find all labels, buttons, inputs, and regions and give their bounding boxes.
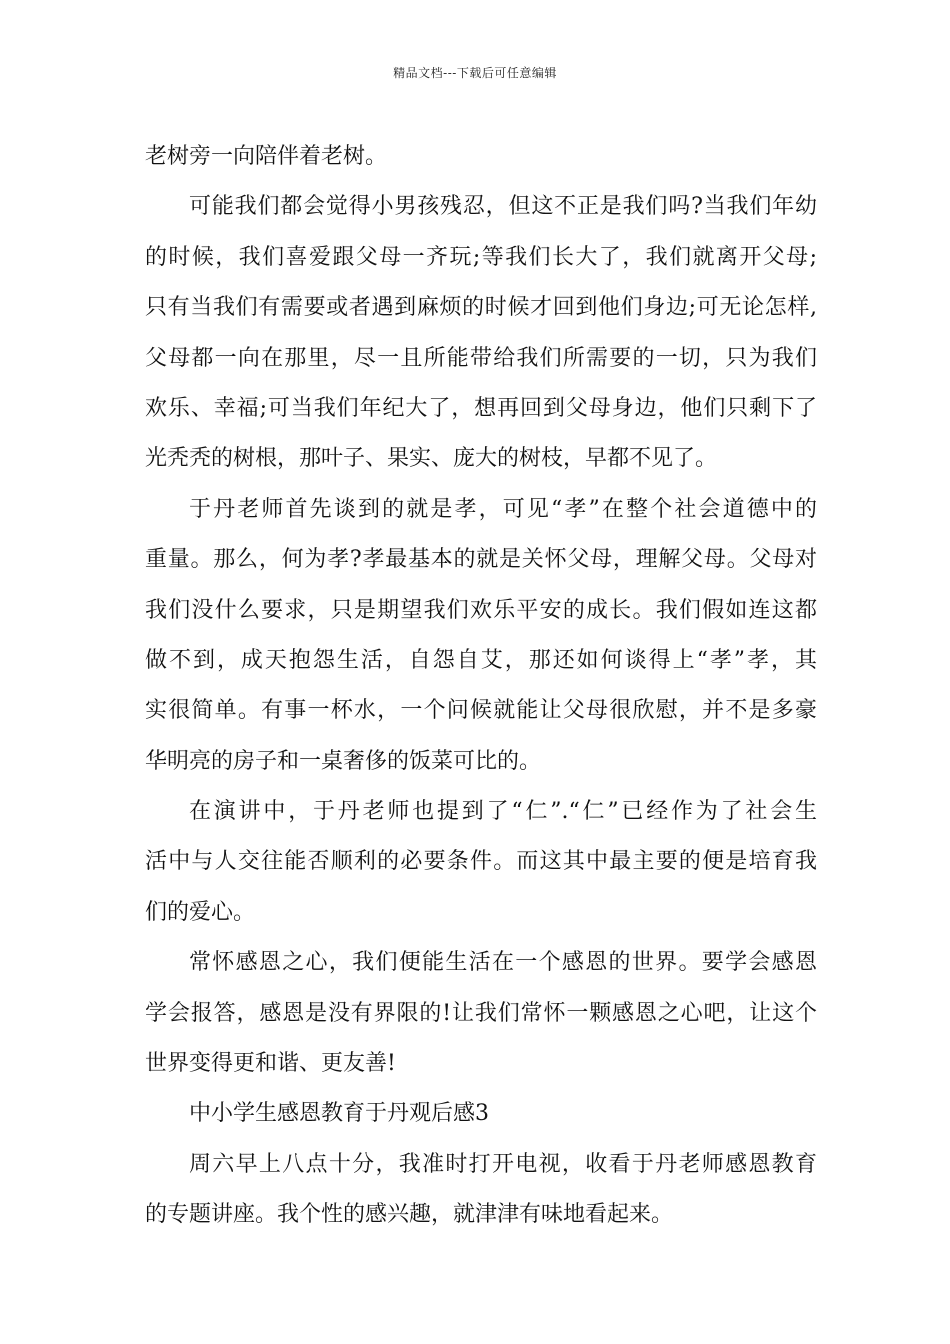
text-line: 华明亮的房子和一桌奢侈的饭菜可比的。 bbox=[145, 748, 542, 774]
text-line: 们的爱心。 bbox=[145, 899, 256, 925]
text-line: 重量。那么，何为孝?孝最基本的就是关怀父母，理解父母。父母对 bbox=[145, 547, 817, 573]
text-line: 光秃秃的树根，那叶子、果实、庞大的树枝，早都不见了。 bbox=[145, 446, 718, 472]
page-header: 精品文档---下载后可任意编辑 bbox=[393, 66, 557, 80]
text-line: 实很简单。有事一杯水，一个问候就能让父母很欣慰，并不是多豪 bbox=[145, 698, 817, 724]
text-line: 中小学生感恩教育于丹观后感3 bbox=[189, 1101, 489, 1127]
text-line: 只有当我们有需要或者遇到麻烦的时候才回到他们身边;可无论怎样, bbox=[145, 295, 817, 321]
text-line: 世界变得更和谐、更友善! bbox=[145, 1051, 396, 1077]
text-line: 活中与人交往能否顺利的必要条件。而这其中最主要的便是培育我 bbox=[145, 849, 817, 875]
text-line: 老树旁一向陪伴着老树。 bbox=[145, 144, 388, 169]
text-line: 可能我们都会觉得小男孩残忍，但这不正是我们吗?当我们年幼 bbox=[189, 194, 817, 220]
text-line: 父母都一向在那里，尽一且所能带给我们所需要的一切，只为我们 bbox=[145, 345, 817, 371]
text-line: 的时候，我们喜爱跟父母一齐玩;等我们长大了，我们就离开父母; bbox=[145, 244, 817, 270]
text-line: 周六早上八点十分，我准时打开电视，收看于丹老师感恩教育 bbox=[189, 1151, 817, 1177]
text-line: 做不到，成天抱怨生活，自怨自艾，那还如何谈得上“孝”孝，其 bbox=[145, 647, 817, 673]
text-line: 在演讲中，于丹老师也提到了“仁”.“仁”已经作为了社会生 bbox=[189, 799, 817, 825]
text-line: 常怀感恩之心，我们便能生活在一个感恩的世界。要学会感恩 bbox=[189, 950, 817, 976]
text-line: 的专题讲座。我个性的感兴趣，就津津有味地看起来。 bbox=[145, 1202, 674, 1228]
text-line: 我们没什么要求，只是期望我们欢乐平安的成长。我们假如连这都 bbox=[145, 597, 817, 623]
text-line: 学会报答，感恩是没有界限的!让我们常怀一颗感恩之心吧，让这个 bbox=[145, 1000, 817, 1026]
document-body bbox=[145, 132, 817, 1241]
text-line: 于丹老师首先谈到的就是孝，可见“孝”在整个社会道德中的 bbox=[189, 496, 817, 522]
text-line: 欢乐、幸福;可当我们年纪大了，想再回到父母身边，他们只剩下了 bbox=[145, 395, 817, 421]
